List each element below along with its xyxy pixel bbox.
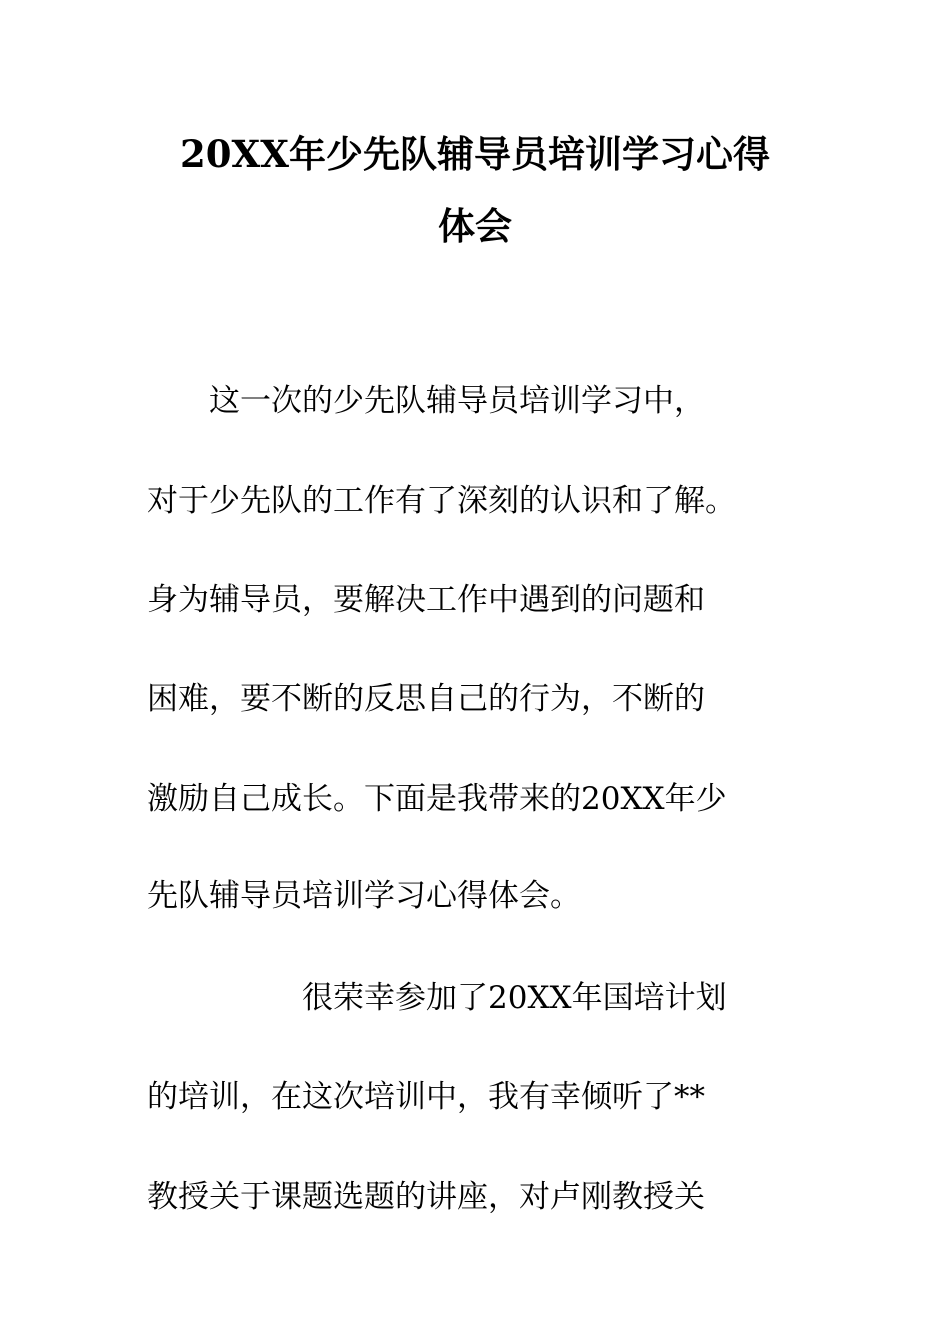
paragraph-line: 对于少先队的工作有了深刻的认识和了解。 bbox=[147, 483, 736, 519]
paragraph-line: 很荣幸参加了20XX年国培计划 bbox=[147, 980, 727, 1016]
paragraph-line: 这一次的少先队辅导员培训学习中， bbox=[147, 383, 705, 419]
paragraph-line: 的培训，在这次培训中，我有幸倾听了** bbox=[147, 1079, 705, 1115]
title-line: 体会 bbox=[438, 204, 512, 248]
title-line: 20XX年少先队辅导员培训学习心得 bbox=[180, 132, 770, 176]
paragraph-line: 激励自己成长。下面是我带来的20XX年少 bbox=[147, 781, 727, 817]
paragraph-line: 身为辅导员，要解决工作中遇到的问题和 bbox=[147, 582, 705, 618]
paragraph-line: 教授关于课题选题的讲座，对卢刚教授关 bbox=[147, 1179, 705, 1215]
paragraph-line: 先队辅导员培训学习心得体会。 bbox=[147, 878, 581, 914]
paragraph-line: 困难，要不断的反思自己的行为，不断的 bbox=[147, 681, 705, 717]
